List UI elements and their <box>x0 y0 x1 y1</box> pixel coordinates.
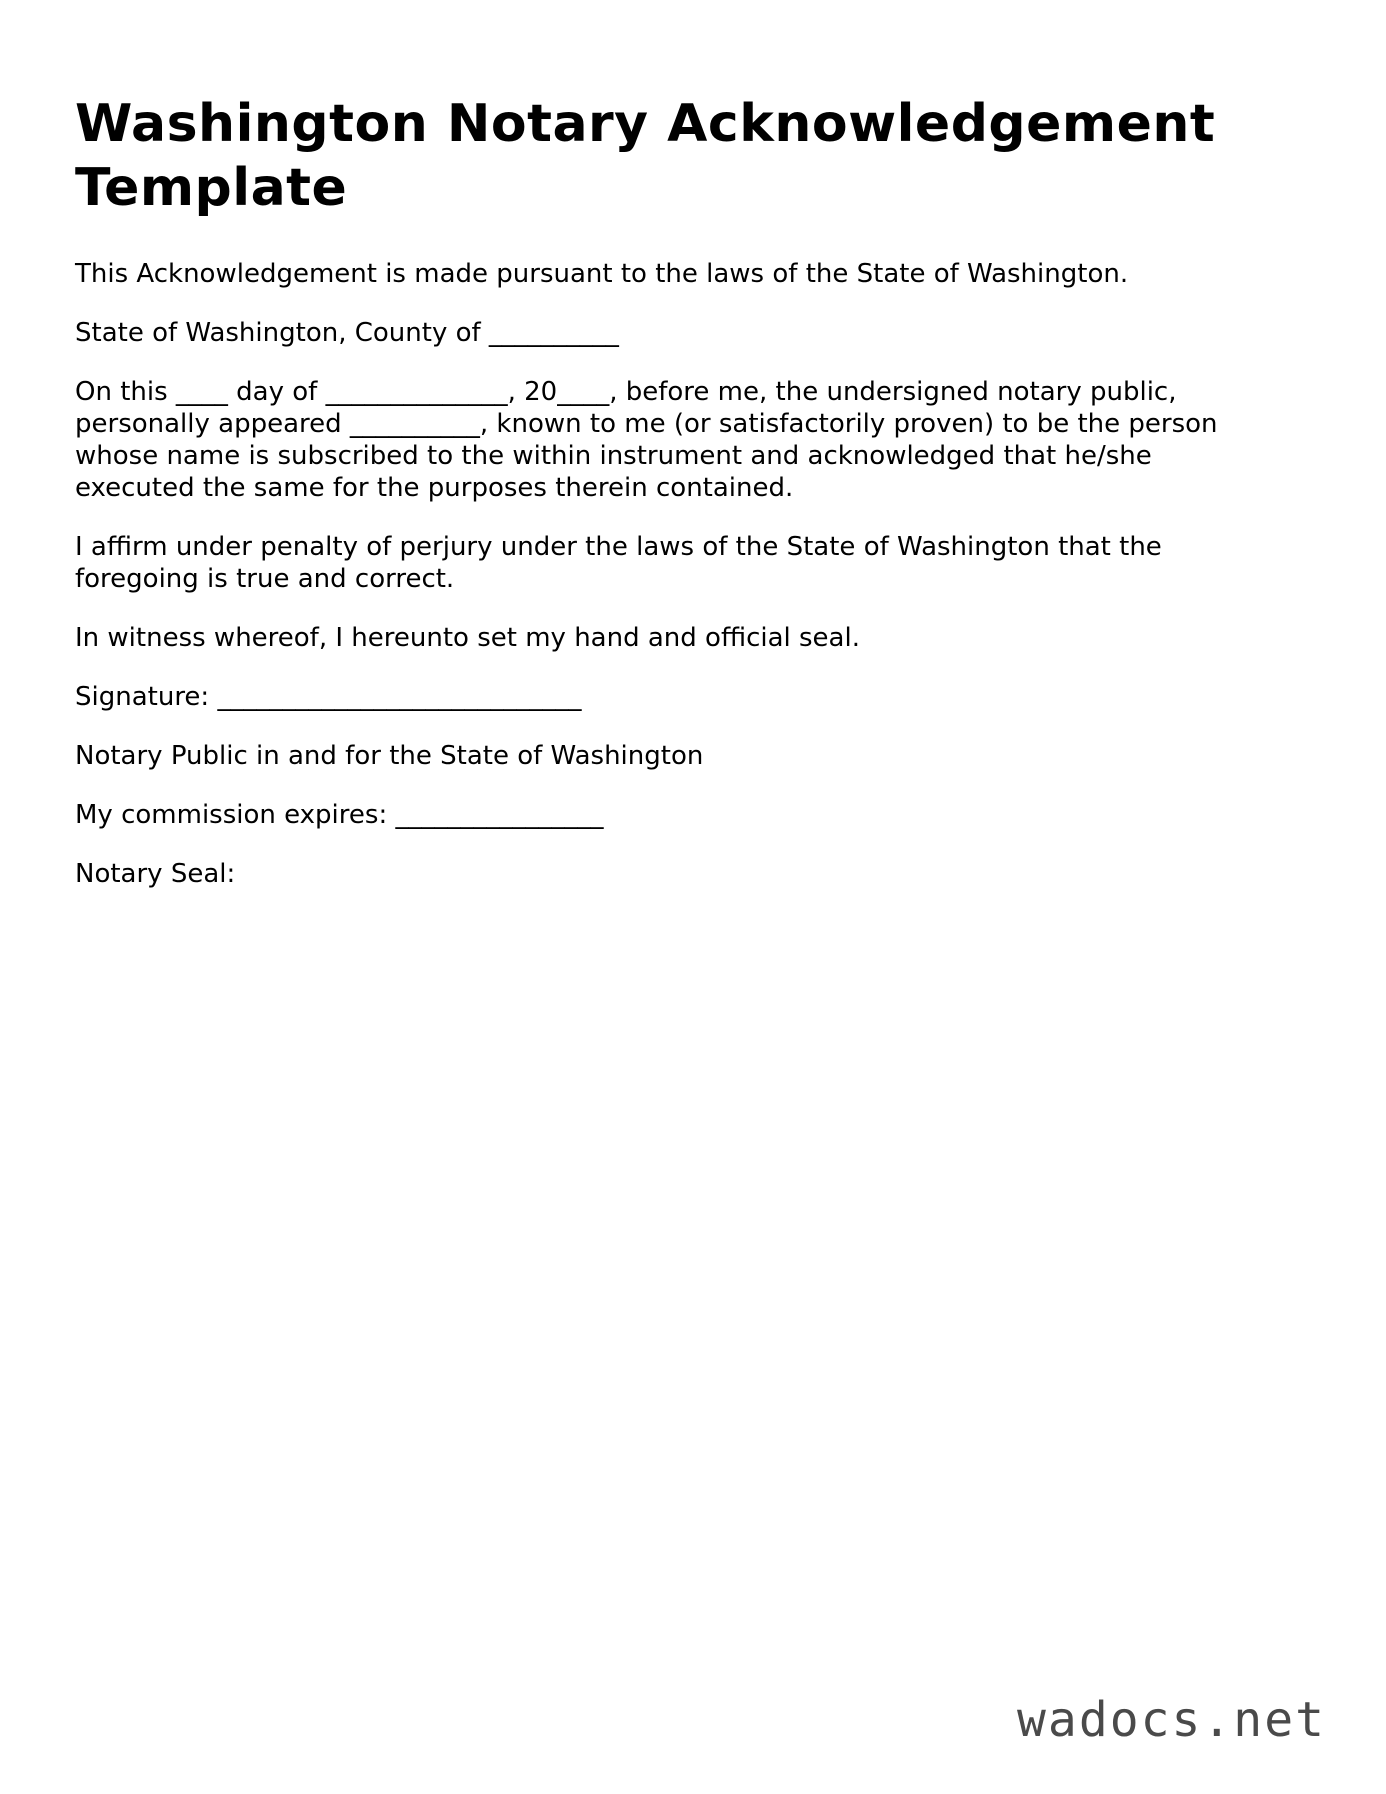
acknowledgement-paragraph: On this ____ day of ______________, 20____, before me, the undersigned notary public, personally appeared __________, known to me (or satisfactorily proven) to be the person whose name is subscribed to the within instrument and acknowledged that he/she executed the same for the purposes therein contained. <box>75 377 1226 503</box>
notary-seal-label: Notary Seal: <box>75 859 236 889</box>
document-page <box>75 92 1275 917</box>
witness-line: In witness whereof, I hereunto set my hand and official seal. <box>75 623 860 653</box>
county-line: State of Washington, County of __________ <box>75 318 619 348</box>
notary-public-line: Notary Public in and for the State of Washington <box>75 741 704 771</box>
document-title: Washington Notary Acknowledgement Template <box>75 94 1216 218</box>
watermark: wadocs.net <box>1017 1692 1326 1748</box>
intro-paragraph: This Acknowledgement is made pursuant to the laws of the State of Washington. <box>75 259 1129 289</box>
affirmation-paragraph: I affirm under penalty of perjury under the laws of the State of Washington that the foregoing is true and correct. <box>75 532 1171 594</box>
commission-expires-line: My commission expires: ________________ <box>75 800 604 830</box>
signature-line: Signature: ____________________________ <box>75 682 582 712</box>
